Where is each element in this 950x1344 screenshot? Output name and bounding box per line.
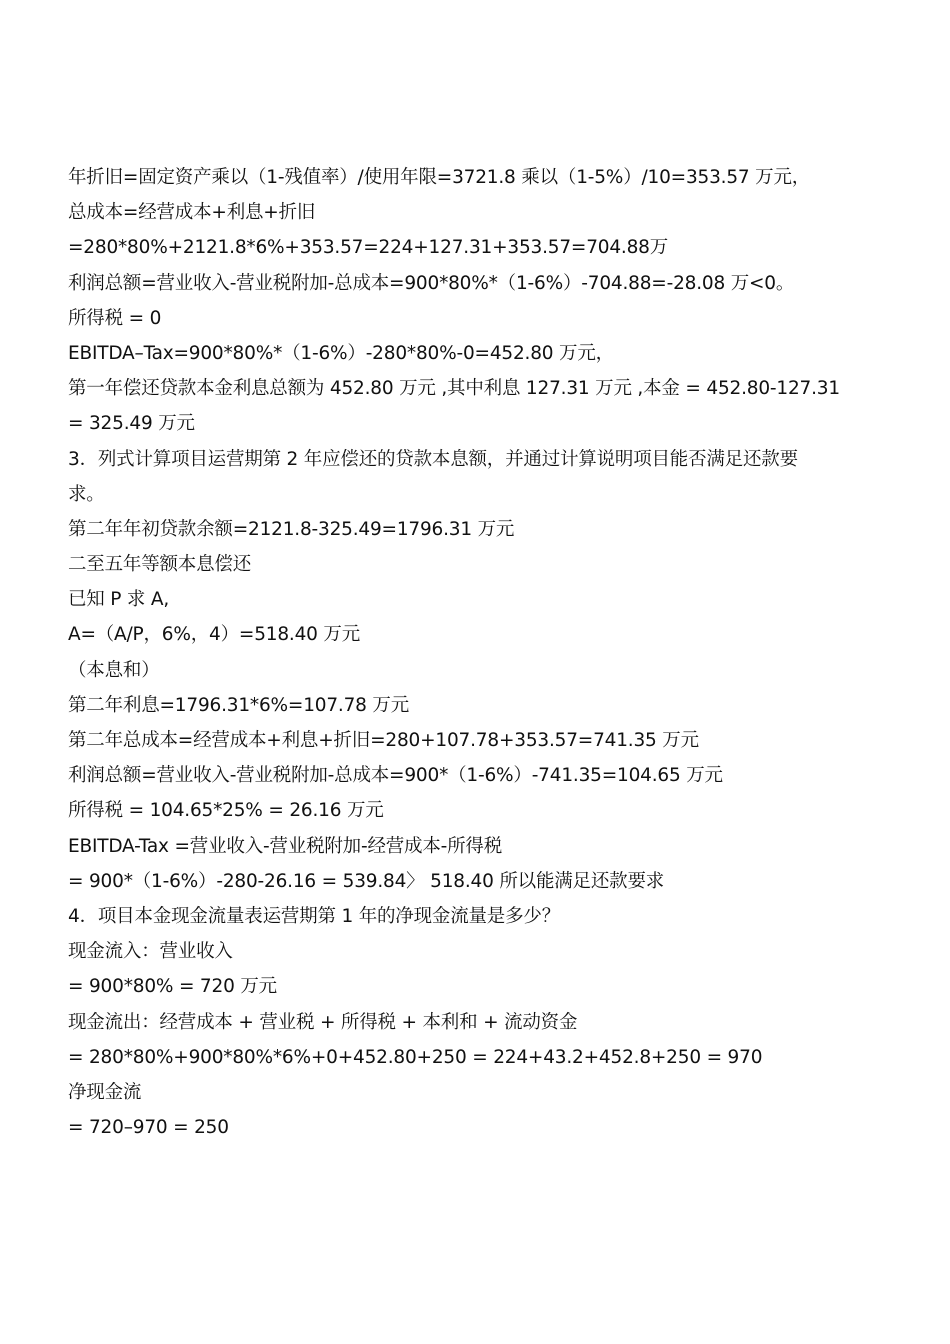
- text-line: 现金流入：营业收入: [68, 941, 233, 963]
- text-line: （本息和）: [68, 659, 160, 681]
- text-line: 现金流出：经营成本 + 营业税 + 所得税 + 本利和 + 流动资金: [68, 1011, 578, 1033]
- text-line: 第二年利息=1796.31*6%=107.78 万元: [68, 694, 410, 716]
- text-line: 年折旧=固定资产乘以（1-残值率）/使用年限=3721.8 乘以（1-5%）/10=353.57 万元，: [68, 167, 811, 188]
- text-line: 总成本=经营成本+利息+折旧: [68, 202, 316, 224]
- text-line: EBITDA-Tax =营业收入-营业税附加-经营成本-所得税: [68, 835, 503, 857]
- document-body: [68, 160, 868, 1145]
- text-line: 第二年年初贷款余额=2121.8-325.49=1796.31 万元: [68, 518, 515, 540]
- text-line: EBITDA–Tax=900*80%*（1-6%）-280*80%-0=452.80 万元，: [68, 342, 614, 364]
- text-line: 利润总额=营业收入-营业税附加-总成本=900*80%*（1-6%）-704.88=-28.08 万<0。: [68, 272, 795, 294]
- question-heading: 3．列式计算项目运营期第 2 年应偿还的贷款本息额，并通过计算说明项目能否满足还款要: [68, 448, 798, 470]
- text-line: 第二年总成本=经营成本+利息+折旧=280+107.78+353.57=741.35 万元: [68, 730, 699, 751]
- question-heading: 4．项目本金现金流量表运营期第 1 年的净现金流量是多少？: [68, 905, 561, 927]
- text-line: = 720–970 = 250: [68, 1117, 229, 1139]
- text-line: 利润总额=营业收入-营业税附加-总成本=900*（1-6%）-741.35=104.65 万元: [68, 765, 723, 787]
- text-line: = 280*80%+900*80%*6%+0+452.80+250 = 224+43.2+452.8+250 = 970: [68, 1046, 763, 1068]
- text-line: 所得税 = 104.65*25% = 26.16 万元: [68, 800, 384, 822]
- text-line: A=（A/P，6%，4）=518.40 万元: [68, 624, 361, 646]
- text-line: 所得税 = 0: [68, 307, 162, 329]
- text-line: 已知 P 求 A,: [68, 589, 170, 611]
- text-line: 求。: [68, 483, 105, 505]
- text-line: = 900*（1-6%）-280-26.16 = 539.84〉 518.40 所以能满足还款要求: [68, 870, 665, 892]
- text-line: = 325.49 万元: [68, 413, 195, 435]
- text-line: =280*80%+2121.8*6%+353.57=224+127.31+353.57=704.88万: [68, 237, 669, 259]
- text-line: 二至五年等额本息偿还: [68, 554, 252, 576]
- text-line: 第一年偿还贷款本金利息总额为 452.80 万元 ,其中利息 127.31 万元 ,本金 = 452.80-127.31: [68, 378, 840, 400]
- text-line: 净现金流: [68, 1081, 142, 1103]
- text-line: = 900*80% = 720 万元: [68, 976, 277, 998]
